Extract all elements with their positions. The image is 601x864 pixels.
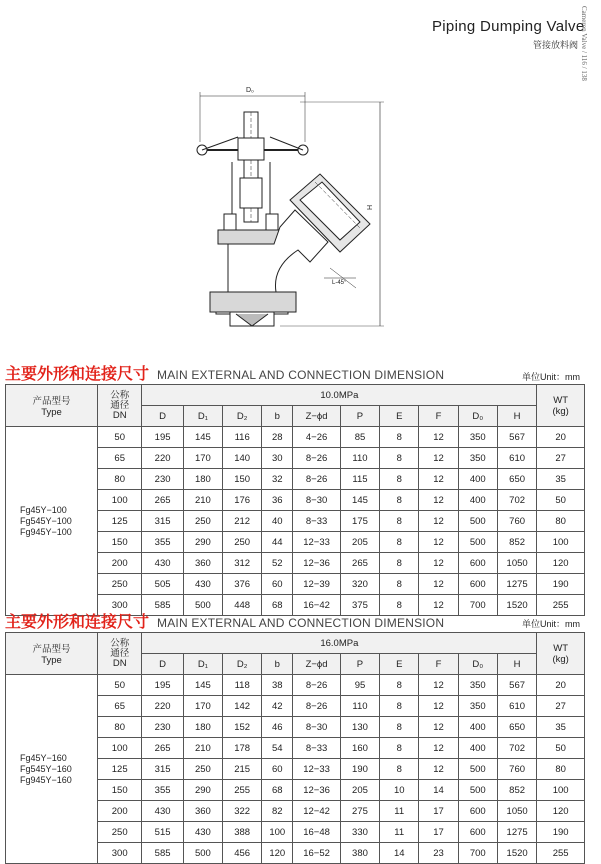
table-cell: 322 (223, 801, 262, 822)
table-cell: 100 (537, 532, 585, 553)
column-header: D₀ (458, 406, 497, 427)
table-cell: 600 (458, 801, 497, 822)
table-cell: 360 (183, 553, 222, 574)
table-cell: 315 (142, 511, 183, 532)
unit-label: 单位Unit：mm (522, 372, 580, 382)
table-cell: 8 (380, 448, 419, 469)
table-cell: 150 (97, 532, 141, 553)
table-cell: 65 (97, 448, 141, 469)
column-header: P (340, 654, 379, 675)
table-cell: 12 (419, 675, 458, 696)
table-cell: 8 (380, 469, 419, 490)
table-cell: 12−36 (293, 780, 341, 801)
pressure-header: 10.0MPa (142, 385, 537, 406)
table-cell: 400 (458, 717, 497, 738)
table-row (6, 675, 585, 696)
table-cell: 567 (497, 675, 536, 696)
table-cell: 170 (183, 696, 222, 717)
table-cell: 100 (97, 738, 141, 759)
column-header: D₁ (183, 654, 222, 675)
table-cell: 17 (419, 801, 458, 822)
table-cell: 1520 (497, 843, 536, 864)
column-header: D₁ (183, 406, 222, 427)
table-cell: 12 (419, 574, 458, 595)
unit-label: 单位Unit：mm (522, 619, 580, 629)
table-cell: 10 (380, 780, 419, 801)
table-cell: 40 (262, 511, 293, 532)
column-header: D (142, 654, 183, 675)
table-cell: 265 (142, 738, 183, 759)
h-label: H (367, 204, 374, 210)
table-cell: 8 (380, 574, 419, 595)
table-cell: 8 (380, 595, 419, 616)
table-cell: 380 (340, 843, 379, 864)
weight-header: WT (kg) (537, 633, 585, 675)
table-cell: 290 (183, 780, 222, 801)
column-header: D (142, 406, 183, 427)
table-cell: 456 (223, 843, 262, 864)
table-cell: 12−39 (293, 574, 341, 595)
table-cell: 50 (97, 427, 141, 448)
table-cell: 12−42 (293, 801, 341, 822)
table-cell: 180 (183, 469, 222, 490)
table-cell: 355 (142, 780, 183, 801)
table-cell: 212 (223, 511, 262, 532)
table-cell: 8 (380, 532, 419, 553)
table-cell: 100 (537, 780, 585, 801)
table-cell: 230 (142, 469, 183, 490)
table-cell: 11 (380, 822, 419, 843)
table-cell: 600 (458, 822, 497, 843)
table-cell: 44 (262, 532, 293, 553)
column-header: E (380, 654, 419, 675)
table-cell: 8−26 (293, 675, 341, 696)
table-cell: 430 (142, 801, 183, 822)
table-cell: 12 (419, 759, 458, 780)
table-cell: 12 (419, 738, 458, 759)
table-cell: 14 (419, 780, 458, 801)
table-cell: 255 (223, 780, 262, 801)
table-cell: 42 (262, 696, 293, 717)
table-cell: 255 (537, 843, 585, 864)
table-cell: 852 (497, 780, 536, 801)
table-cell: 12 (419, 595, 458, 616)
type-model: Fg45Y−100 (20, 504, 67, 515)
table-cell: 27 (537, 448, 585, 469)
table-cell: 600 (458, 553, 497, 574)
table-cell: 500 (458, 759, 497, 780)
table-cell: 16−52 (293, 843, 341, 864)
table-cell: 60 (262, 759, 293, 780)
table-cell: 50 (97, 675, 141, 696)
table-cell: 210 (183, 738, 222, 759)
table-cell: 12−36 (293, 553, 341, 574)
table-cell: 12 (419, 553, 458, 574)
table-cell: 400 (458, 490, 497, 511)
table-cell: 250 (97, 574, 141, 595)
table-cell: 12 (419, 511, 458, 532)
table-cell: 118 (223, 675, 262, 696)
table-cell: 350 (458, 696, 497, 717)
table-cell: 350 (458, 675, 497, 696)
table-cell: 178 (223, 738, 262, 759)
table-cell: 220 (142, 696, 183, 717)
table-cell: 700 (458, 843, 497, 864)
table-cell: 350 (458, 448, 497, 469)
table-cell: 35 (537, 717, 585, 738)
table-cell: 17 (419, 822, 458, 843)
table-cell: 388 (223, 822, 262, 843)
table-cell: 852 (497, 532, 536, 553)
type-model: Fg945Y−160 (20, 774, 72, 785)
table-cell: 23 (419, 843, 458, 864)
table-cell: 760 (497, 511, 536, 532)
table-cell: 265 (340, 553, 379, 574)
table-cell: 28 (262, 427, 293, 448)
table-cell: 610 (497, 448, 536, 469)
table-cell: 152 (223, 717, 262, 738)
table-cell: 300 (97, 843, 141, 864)
table-cell: 265 (142, 490, 183, 511)
dimension-table-16mpa (5, 632, 585, 864)
table-cell: 315 (142, 759, 183, 780)
table-cell: 8−33 (293, 511, 341, 532)
table-cell: 250 (223, 532, 262, 553)
table-cell: 375 (340, 595, 379, 616)
pressure-header: 16.0MPa (142, 633, 537, 654)
table-cell: 65 (97, 696, 141, 717)
table-cell: 250 (183, 511, 222, 532)
type-cell (6, 427, 98, 616)
type-model: Fg45Y−160 (20, 752, 67, 763)
table-cell: 145 (183, 675, 222, 696)
dn-header: 公称 通径 DN (97, 633, 141, 675)
section-title-cn: 主要外形和连接尺寸 (5, 614, 150, 631)
table-cell: 140 (223, 448, 262, 469)
table-cell: 430 (183, 574, 222, 595)
table-cell: 195 (142, 427, 183, 448)
table-row (6, 427, 585, 448)
table-cell: 4−26 (293, 427, 341, 448)
table-cell: 200 (97, 553, 141, 574)
table-cell: 175 (340, 511, 379, 532)
table-cell: 120 (262, 843, 293, 864)
table-cell: 36 (262, 490, 293, 511)
table-cell: 80 (537, 511, 585, 532)
table-cell: 8−26 (293, 448, 341, 469)
table-cell: 11 (380, 801, 419, 822)
table-cell: 650 (497, 717, 536, 738)
table-cell: 150 (223, 469, 262, 490)
column-header: D₂ (223, 654, 262, 675)
table-cell: 68 (262, 780, 293, 801)
table-cell: 16−48 (293, 822, 341, 843)
table-cell: 145 (340, 490, 379, 511)
table-cell: 430 (183, 822, 222, 843)
section-title-en: MAIN EXTERNAL AND CONNECTION DIMENSION (157, 616, 445, 630)
column-header: H (497, 654, 536, 675)
table-cell: 700 (458, 595, 497, 616)
table-cell: 27 (537, 696, 585, 717)
section-2-heading (5, 609, 444, 631)
table-cell: 500 (458, 511, 497, 532)
table-cell: 12−33 (293, 759, 341, 780)
table-cell: 115 (340, 469, 379, 490)
table-cell: 1275 (497, 574, 536, 595)
table-cell: 12−33 (293, 532, 341, 553)
table-cell: 8−26 (293, 469, 341, 490)
table-cell: 54 (262, 738, 293, 759)
table-cell: 176 (223, 490, 262, 511)
table-cell: 650 (497, 469, 536, 490)
table-cell: 38 (262, 675, 293, 696)
table-cell: 68 (262, 595, 293, 616)
table-cell: 80 (97, 469, 141, 490)
table-cell: 180 (183, 717, 222, 738)
column-header: F (419, 654, 458, 675)
table-cell: 20 (537, 675, 585, 696)
table-cell: 376 (223, 574, 262, 595)
table-cell: 120 (537, 553, 585, 574)
table-cell: 610 (497, 696, 536, 717)
table-cell: 20 (537, 427, 585, 448)
table-cell: 100 (97, 490, 141, 511)
table-cell: 170 (183, 448, 222, 469)
table-cell: 30 (262, 448, 293, 469)
table-cell: 250 (97, 822, 141, 843)
table-cell: 8 (380, 696, 419, 717)
table-cell: 8 (380, 759, 419, 780)
table-cell: 80 (537, 759, 585, 780)
table-cell: 702 (497, 490, 536, 511)
table-cell: 255 (537, 595, 585, 616)
table-cell: 142 (223, 696, 262, 717)
table-cell: 80 (97, 717, 141, 738)
table-cell: 12 (419, 696, 458, 717)
table-cell: 8 (380, 427, 419, 448)
table-cell: 110 (340, 696, 379, 717)
table-cell: 195 (142, 675, 183, 696)
table-cell: 16−42 (293, 595, 341, 616)
valve-drawing (180, 82, 390, 332)
table-cell: 160 (340, 738, 379, 759)
table-cell: 60 (262, 574, 293, 595)
table-cell: 585 (142, 843, 183, 864)
section-title-en: MAIN EXTERNAL AND CONNECTION DIMENSION (157, 368, 445, 382)
column-header: D₂ (223, 406, 262, 427)
table-cell: 50 (537, 490, 585, 511)
column-header: Z−ϕd (293, 654, 341, 675)
table-cell: 50 (537, 738, 585, 759)
table-cell: 110 (340, 448, 379, 469)
column-header: D₀ (458, 654, 497, 675)
table-cell: 46 (262, 717, 293, 738)
table-cell: 145 (183, 427, 222, 448)
type-model: Fg545Y−100 (20, 515, 72, 526)
table-cell: 215 (223, 759, 262, 780)
table-cell: 330 (340, 822, 379, 843)
table-cell: 190 (537, 822, 585, 843)
table-cell: 8 (380, 490, 419, 511)
type-header: 产品型号 Type (6, 385, 98, 427)
table-cell: 12 (419, 532, 458, 553)
table-cell: 116 (223, 427, 262, 448)
type-model: Fg545Y−160 (20, 763, 72, 774)
table-cell: 190 (537, 574, 585, 595)
table-cell: 500 (458, 532, 497, 553)
table-cell: 1520 (497, 595, 536, 616)
table-cell: 205 (340, 532, 379, 553)
column-header: E (380, 406, 419, 427)
table-cell: 8 (380, 738, 419, 759)
table-cell: 500 (458, 780, 497, 801)
type-cell (6, 675, 98, 864)
section-1-heading (5, 361, 444, 383)
table-cell: 8 (380, 675, 419, 696)
table-cell: 8−26 (293, 696, 341, 717)
side-note: Cameron Valve / 116 / 138 (580, 6, 588, 81)
table-cell: 515 (142, 822, 183, 843)
table-cell: 320 (340, 574, 379, 595)
table-cell: 82 (262, 801, 293, 822)
dn-header: 公称 通径 DN (97, 385, 141, 427)
angle-label: L-45° (332, 280, 347, 286)
table-cell: 14 (380, 843, 419, 864)
table-cell: 100 (262, 822, 293, 843)
table-cell: 95 (340, 675, 379, 696)
table-cell: 125 (97, 511, 141, 532)
table-cell: 500 (183, 595, 222, 616)
table-cell: 430 (142, 553, 183, 574)
table-cell: 32 (262, 469, 293, 490)
table-cell: 300 (97, 595, 141, 616)
table-cell: 1050 (497, 553, 536, 574)
table-cell: 8 (380, 553, 419, 574)
table-cell: 355 (142, 532, 183, 553)
column-header: b (262, 406, 293, 427)
column-header: b (262, 654, 293, 675)
table-cell: 250 (183, 759, 222, 780)
table-cell: 12 (419, 448, 458, 469)
table-cell: 400 (458, 469, 497, 490)
table-cell: 120 (537, 801, 585, 822)
table-cell: 350 (458, 427, 497, 448)
weight-header: WT (kg) (537, 385, 585, 427)
d0-label: D₀ (246, 87, 254, 94)
table-cell: 448 (223, 595, 262, 616)
table-cell: 8−33 (293, 738, 341, 759)
table-cell: 12 (419, 469, 458, 490)
table-cell: 150 (97, 780, 141, 801)
table-cell: 85 (340, 427, 379, 448)
table-cell: 275 (340, 801, 379, 822)
table-cell: 702 (497, 738, 536, 759)
table-cell: 12 (419, 490, 458, 511)
table-cell: 12 (419, 717, 458, 738)
table-cell: 567 (497, 427, 536, 448)
table-cell: 8−30 (293, 717, 341, 738)
table-cell: 505 (142, 574, 183, 595)
table-cell: 52 (262, 553, 293, 574)
table-cell: 210 (183, 490, 222, 511)
column-header: F (419, 406, 458, 427)
table-cell: 8−30 (293, 490, 341, 511)
table-cell: 35 (537, 469, 585, 490)
table-cell: 125 (97, 759, 141, 780)
table-cell: 8 (380, 511, 419, 532)
page-title: Piping Dumping Valve (432, 18, 585, 35)
table-cell: 600 (458, 574, 497, 595)
table-cell: 190 (340, 759, 379, 780)
table-cell: 400 (458, 738, 497, 759)
table-cell: 200 (97, 801, 141, 822)
table-cell: 12 (419, 427, 458, 448)
table-cell: 1275 (497, 822, 536, 843)
section-title-cn: 主要外形和连接尺寸 (5, 366, 150, 383)
column-header: H (497, 406, 536, 427)
type-model: Fg945Y−100 (20, 526, 72, 537)
dimension-table-10mpa (5, 384, 585, 616)
table-cell: 312 (223, 553, 262, 574)
table-cell: 8 (380, 717, 419, 738)
table-cell: 290 (183, 532, 222, 553)
table-cell: 230 (142, 717, 183, 738)
type-header: 产品型号 Type (6, 633, 98, 675)
table-cell: 760 (497, 759, 536, 780)
page-subtitle: 管接放料阀 (533, 40, 579, 50)
table-cell: 130 (340, 717, 379, 738)
column-header: Z−ϕd (293, 406, 341, 427)
table-cell: 585 (142, 595, 183, 616)
table-cell: 205 (340, 780, 379, 801)
table-cell: 500 (183, 843, 222, 864)
column-header: P (340, 406, 379, 427)
table-cell: 1050 (497, 801, 536, 822)
table-cell: 220 (142, 448, 183, 469)
table-cell: 360 (183, 801, 222, 822)
